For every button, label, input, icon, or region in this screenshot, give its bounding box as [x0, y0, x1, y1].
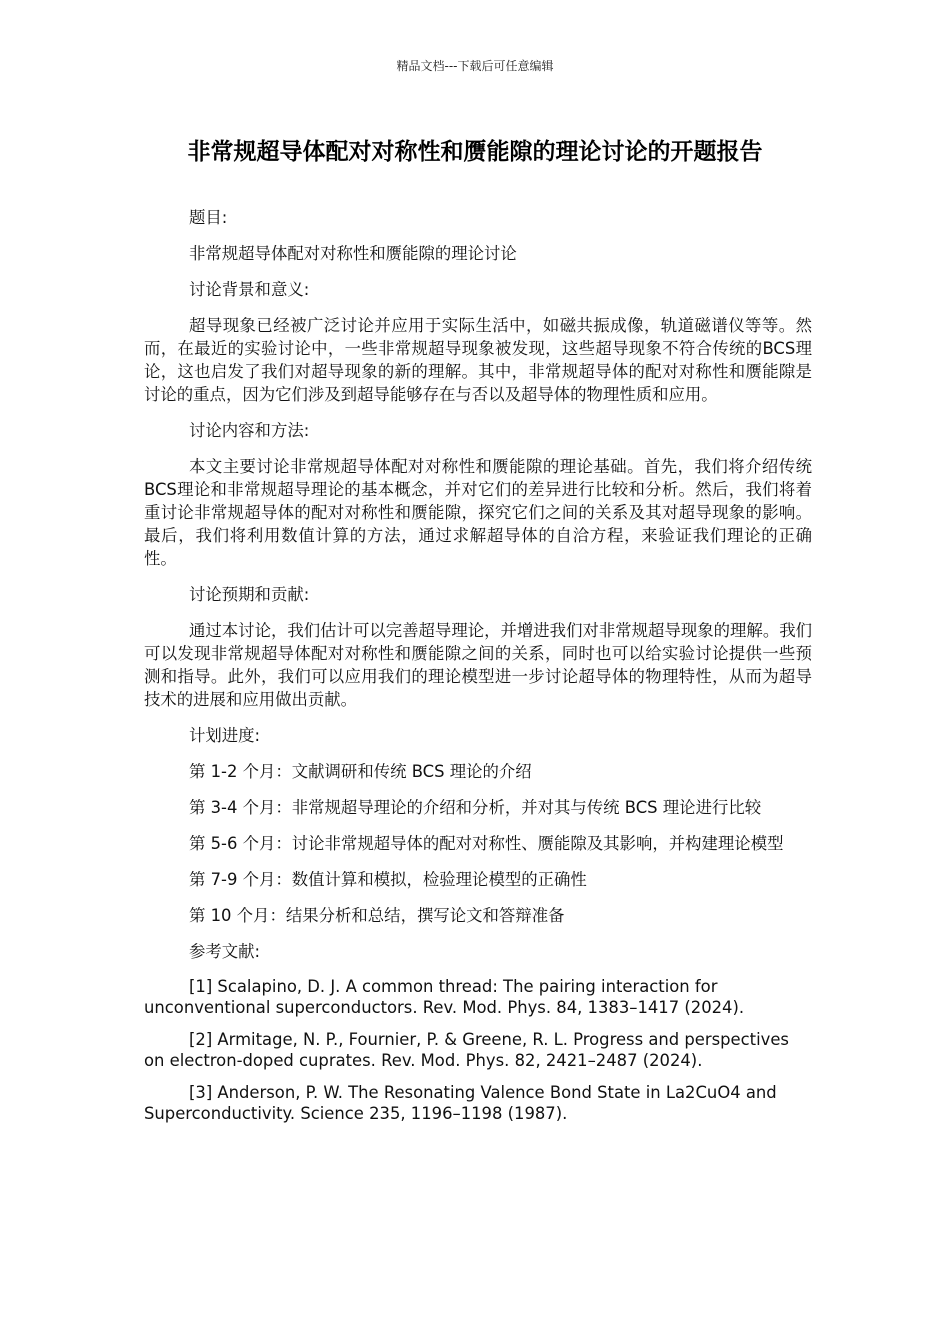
header-note: 精品文档---下载后可任意编辑 — [396, 59, 554, 73]
background-text: 超导现象已经被广泛讨论并应用于实际生活中，如磁共振成像，轨道磁谱仪等等。然而，在最近的实验讨论中，一些非常规超导现象被发现，这些超导现象不符合传统的BCS理论，这也启发了我们对超导现象的新的理解。其中，非常规超导体的配对对称性和赝能隙是讨论的重点，因为它们涉及到超导能够存在与否以及超导体的物理性质和应用。 — [144, 316, 812, 404]
reference-item: [1] Scalapino, D. J. A common thread: The pairing interaction for unconventional superconductors. Rev. Mod. Phys. 84, 1383–1417 (2024). — [144, 977, 745, 1017]
schedule-label: 计划进度: — [189, 726, 261, 745]
topic-label: 题目: — [189, 208, 228, 227]
reference-item: [3] Anderson, P. W. The Resonating Valence Bond State in La2CuO4 and Superconductivity. Science 235, 1196–1198 (1987). — [144, 1083, 777, 1123]
methods-text: 本文主要讨论非常规超导体配对对称性和赝能隙的理论基础。首先，我们将介绍传统BCS理论和非常规超导理论的基本概念，并对它们的差异进行比较和分析。然后，我们将着重讨论非常规超导体的配对对称性和赝能隙，探究它们之间的关系及其对超导现象的影响。最后，我们将利用数值计算的方法，通过求解超导体的自洽方程，来验证我们理论的正确性。 — [144, 457, 812, 568]
expectation-label: 讨论预期和贡献: — [189, 585, 310, 604]
document-body — [144, 206, 812, 1136]
reference-item: [2] Armitage, N. P., Fournier, P. & Greene, R. L. Progress and perspectives on electron-doped cuprates. Rev. Mod. Phys. 82, 2421–2487 (2024). — [144, 1030, 789, 1070]
background-label: 讨论背景和意义: — [189, 280, 310, 299]
schedule-item: 第 10 个月：结果分析和总结，撰写论文和答辩准备 — [189, 906, 565, 925]
schedule-item: 第 3-4 个月：非常规超导理论的介绍和分析，并对其与传统 BCS 理论进行比较 — [189, 798, 762, 817]
document-title: 非常规超导体配对对称性和赝能隙的理论讨论的开题报告 — [187, 139, 763, 165]
schedule-item: 第 5-6 个月：讨论非常规超导体的配对对称性、赝能隙及其影响，并构建理论模型 — [189, 834, 784, 853]
references-label: 参考文献: — [189, 942, 261, 961]
expectation-text: 通过本讨论，我们估计可以完善超导理论，并增进我们对非常规超导现象的理解。我们可以发现非常规超导体配对对称性和赝能隙之间的关系，同时也可以给实验讨论提供一些预测和指导。此外，我们可以应用我们的理论模型进一步讨论超导体的物理特性，从而为超导技术的进展和应用做出贡献。 — [144, 621, 812, 709]
topic-text: 非常规超导体配对对称性和赝能隙的理论讨论 — [189, 244, 517, 263]
schedule-item: 第 7-9 个月：数值计算和模拟，检验理论模型的正确性 — [189, 870, 587, 889]
methods-label: 讨论内容和方法: — [189, 421, 310, 440]
schedule-item: 第 1-2 个月：文献调研和传统 BCS 理论的介绍 — [189, 762, 532, 781]
